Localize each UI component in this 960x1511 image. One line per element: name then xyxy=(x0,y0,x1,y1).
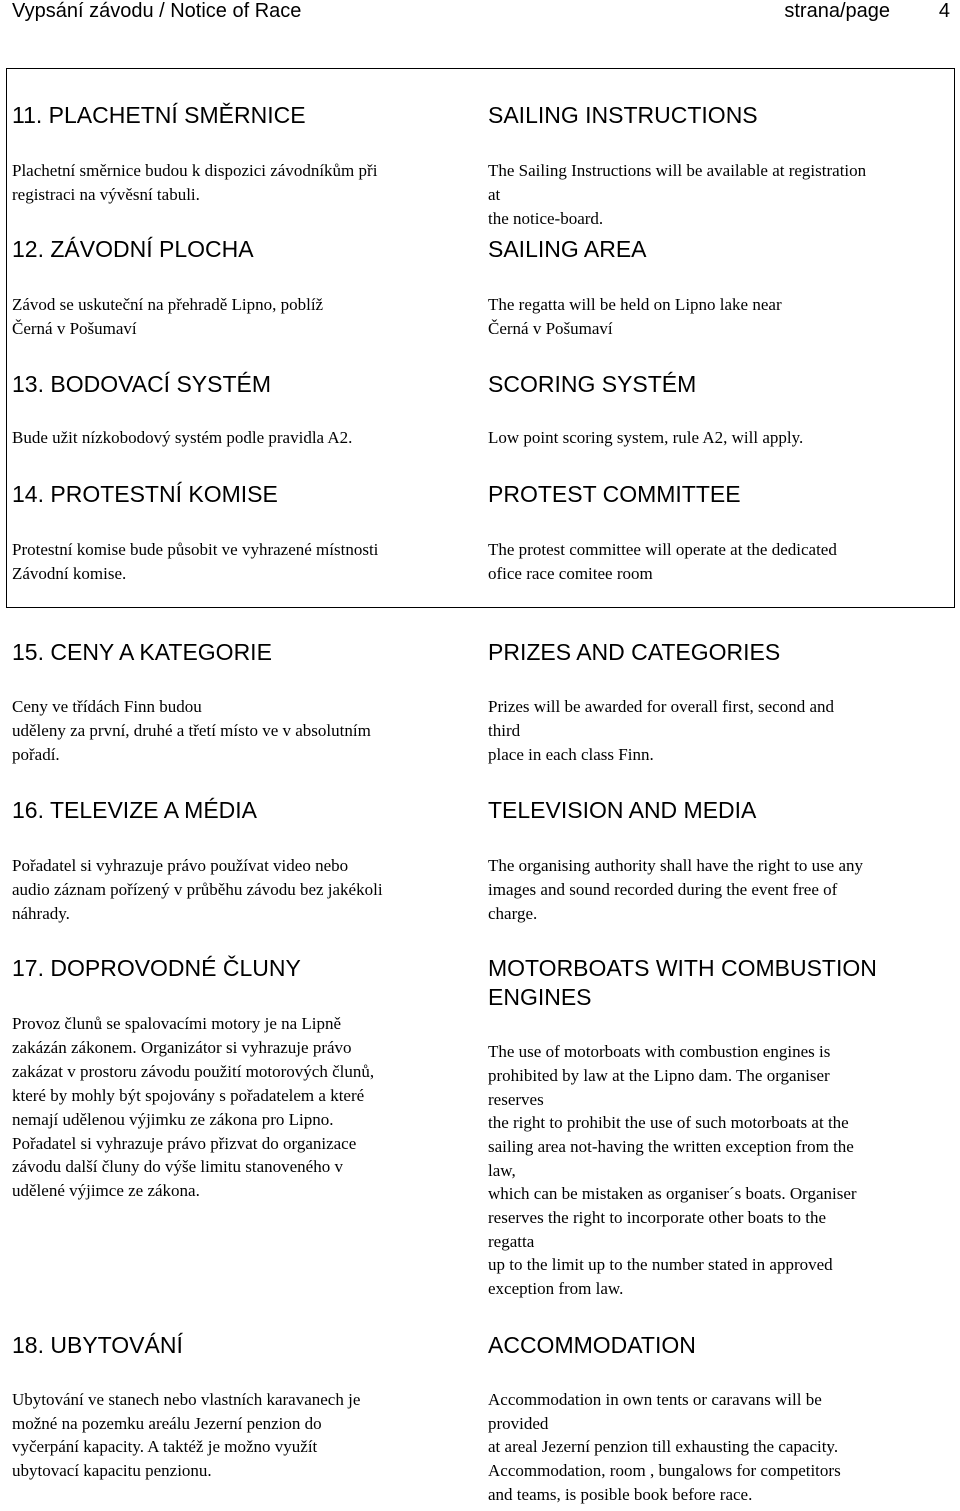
en-heading: PROTEST COMMITTEE xyxy=(488,481,741,507)
en-text-line: Accommodation in own tents or caravans will be xyxy=(488,1390,822,1409)
en-text-line: at areal Jezerní penzion till exhausting the capacity. xyxy=(488,1437,839,1456)
en-heading: SAILING AREA xyxy=(488,236,647,262)
en-text-line: The organising authority shall have the right to use any xyxy=(488,856,864,875)
en-text-line: Low point scoring system, rule A2, will apply. xyxy=(488,428,804,447)
en-text-line: regatta xyxy=(488,1232,535,1251)
en-text-line: provided xyxy=(488,1414,549,1433)
en-heading: ACCOMMODATION xyxy=(488,1332,696,1358)
cz-text-line: Bude užit nízkobodový systém podle pravidla A2. xyxy=(12,428,353,447)
en-text-line: charge. xyxy=(488,904,538,923)
en-text-line: Accommodation, room , bungalows for competitors xyxy=(488,1461,841,1480)
en-text-line: law, xyxy=(488,1161,516,1180)
cz-heading: 17. DOPROVODNÉ ČLUNY xyxy=(12,955,301,981)
cz-text-line: Závod se uskuteční na přehradě Lipno, poblíž xyxy=(12,295,324,314)
cz-text-line: zakázat v prostoru závodu použití motorových člunů, xyxy=(12,1062,375,1081)
en-heading: ENGINES xyxy=(488,984,592,1010)
en-heading: SCORING SYSTÉM xyxy=(488,371,697,397)
cz-text-line: nemají udělenou výjimku ze zákona pro Lipno. xyxy=(12,1110,334,1129)
cz-text-line: registraci na vývěsní tabuli. xyxy=(12,185,200,204)
en-text-line: and teams, is posible book before race. xyxy=(488,1485,753,1504)
en-text-line: up to the limit up to the number stated in approved xyxy=(488,1255,833,1274)
page-header xyxy=(0,0,960,26)
en-text-line: The protest committee will operate at the dedicated xyxy=(488,540,837,559)
cz-text-line: Provoz člunů se spalovacími motory je na Lipně xyxy=(12,1014,342,1033)
en-text-line: reserves the right to incorporate other boats to the xyxy=(488,1208,826,1227)
en-text-line: exception from law. xyxy=(488,1279,624,1298)
cz-text-line: uděleny za první, druhé a třetí místo ve v absolutním xyxy=(12,721,371,740)
en-text-line: the notice-board. xyxy=(488,209,604,228)
cz-text-line: Plachetní směrnice budou k dispozici závodníkům při xyxy=(12,161,378,180)
cz-text-line: Černá v Pošumaví xyxy=(12,319,137,338)
cz-text-line: které by mohly být spojovány s pořadatelem a které xyxy=(12,1086,365,1105)
cz-text-line: možné na pozemku areálu Jezerní penzion do xyxy=(12,1414,322,1433)
en-text-line: place in each class Finn. xyxy=(488,745,654,764)
content-frame xyxy=(6,68,955,608)
en-heading: MOTORBOATS WITH COMBUSTION xyxy=(488,955,877,981)
cz-text-line: pořadí. xyxy=(12,745,60,764)
cz-heading: 18. UBYTOVÁNÍ xyxy=(12,1332,183,1358)
en-text-line: third xyxy=(488,721,521,740)
en-text-line: ofice race comitee room xyxy=(488,564,653,583)
page-label: strana/page xyxy=(784,0,890,22)
en-text-line: The use of motorboats with combustion engines is xyxy=(488,1042,831,1061)
en-text-line: prohibited by law at the Lipno dam. The organiser xyxy=(488,1066,830,1085)
en-text-line: images and sound recorded during the event free of xyxy=(488,880,838,899)
cz-heading: 15. CENY A KATEGORIE xyxy=(12,639,272,665)
en-text-line: reserves xyxy=(488,1090,544,1109)
en-text-line: sailing area not-having the written exception from the xyxy=(488,1137,854,1156)
cz-heading: 12. ZÁVODNÍ PLOCHA xyxy=(12,236,254,262)
cz-heading: 13. BODOVACÍ SYSTÉM xyxy=(12,371,272,397)
en-text-line: at xyxy=(488,185,501,204)
cz-text-line: ubytovací kapacitu penzionu. xyxy=(12,1461,212,1480)
cz-text-line: Závodní komise. xyxy=(12,564,127,583)
cz-text-line: vyčerpání kapacity. A taktéž je možno využít xyxy=(12,1437,318,1456)
cz-text-line: audio záznam pořízený v průběhu závodu bez jakékoli xyxy=(12,880,383,899)
cz-heading: 11. PLACHETNÍ SMĚRNICE xyxy=(12,102,306,128)
cz-heading: 14. PROTESTNÍ KOMISE xyxy=(12,481,278,507)
document-title: Vypsání závodu / Notice of Race xyxy=(12,0,302,22)
en-heading: TELEVISION AND MEDIA xyxy=(488,797,757,823)
en-text-line: The regatta will be held on Lipno lake near xyxy=(488,295,782,314)
cz-text-line: Pořadatel si vyhrazuje právo používat video nebo xyxy=(12,856,349,875)
page-number: 4 xyxy=(938,0,950,22)
cz-text-line: Protestní komise bude působit ve vyhrazené místnosti xyxy=(12,540,379,559)
cz-text-line: zakázán zákonem. Organizátor si vyhrazuje právo xyxy=(12,1038,352,1057)
cz-text-line: Ubytování ve stanech nebo vlastních karavanech je xyxy=(12,1390,361,1409)
cz-text-line: Ceny ve třídách Finn budou xyxy=(12,697,202,716)
en-text-line: The Sailing Instructions will be available at registration xyxy=(488,161,867,180)
cz-text-line: závodu další čluny do výše limitu stanoveného v xyxy=(12,1157,343,1176)
en-text-line: Prizes will be awarded for overall first, second and xyxy=(488,697,835,716)
en-heading: PRIZES AND CATEGORIES xyxy=(488,639,781,665)
en-text-line: Černá v Pošumaví xyxy=(488,319,613,338)
cz-text-line: udělené výjimce ze zákona. xyxy=(12,1181,200,1200)
cz-text-line: náhrady. xyxy=(12,904,70,923)
en-text-line: which can be mistaken as organiser´s boats. Organiser xyxy=(488,1184,857,1203)
en-text-line: the right to prohibit the use of such motorboats at the xyxy=(488,1113,849,1132)
cz-heading: 16. TELEVIZE A MÉDIA xyxy=(12,797,258,823)
en-heading: SAILING INSTRUCTIONS xyxy=(488,102,758,128)
cz-text-line: Pořadatel si vyhrazuje právo přizvat do organizace xyxy=(12,1134,357,1153)
